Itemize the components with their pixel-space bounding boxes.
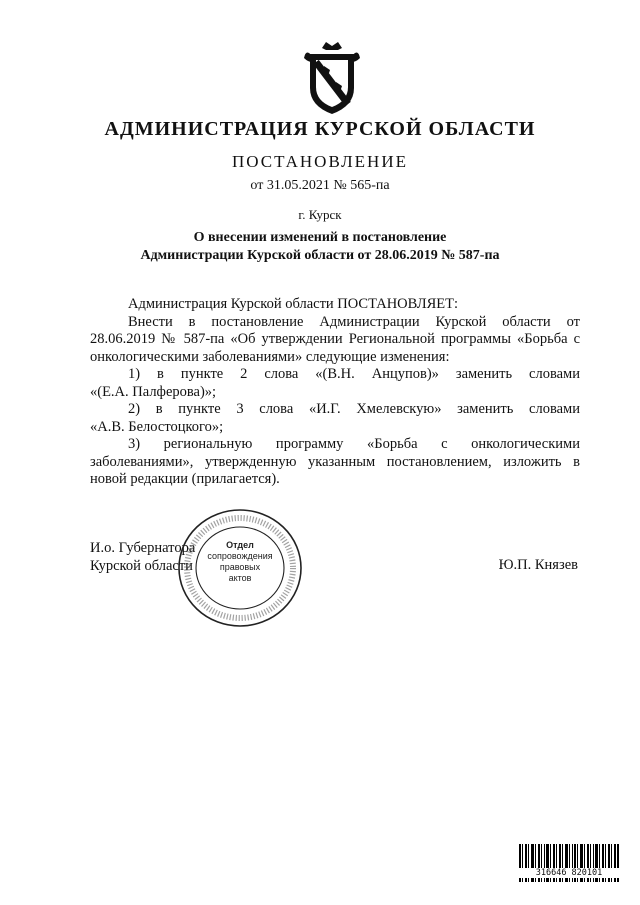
signatory-position-line: Курской области: [90, 558, 193, 574]
city: г. Курск: [298, 207, 342, 222]
subject-line: Администрации Курской области от 28.06.2019 № 587-па: [140, 248, 500, 263]
list-item: 3) региональную программу «Борьба с онкологическими: [128, 436, 580, 452]
list-item: новой редакции (прилагается).: [90, 471, 280, 487]
stamp-text: правовых: [219, 562, 261, 572]
document-number: от 31.05.2021 № 565-па: [250, 178, 390, 193]
organization-title: АДМИНИСТРАЦИЯ КУРСКОЙ ОБЛАСТИ: [104, 118, 536, 140]
stamp-text: сопровождения: [207, 551, 273, 561]
stamp-text: актов: [228, 573, 252, 583]
barcode-number: 316646 820101: [519, 868, 619, 878]
list-item: «А.В. Белостоцкого»;: [90, 418, 224, 435]
list-item: 2) в пункте 3 слова «И.Г. Хмелевскую» заменить словами: [128, 401, 580, 417]
stamp-text: Отдел: [226, 540, 254, 550]
intro-paragraph: Администрация Курской области ПОСТАНОВЛЯЕТ:: [128, 296, 459, 312]
paragraph-line: Внести в постановление Администрации Курской области от: [128, 313, 580, 330]
signatory-name: Ю.П. Князев: [498, 557, 578, 573]
document-body: [90, 296, 580, 489]
paragraph-line: 28.06.2019 № 587-па «Об утверждении Региональной программы «Борьба с: [90, 331, 580, 347]
list-item: заболеваниями», утвержденную указанным постановлением, изложить в: [90, 453, 580, 470]
list-item: «(Е.А. Палферова)»;: [90, 383, 217, 400]
document-type: ПОСТАНОВЛЕНИЕ: [231, 152, 408, 171]
coat-of-arms-icon: [302, 40, 362, 116]
signatory-position-line: И.о. Губернатора: [90, 540, 196, 556]
list-item: 1) в пункте 2 слова «(В.Н. Анцупов)» заменить словами: [128, 366, 580, 382]
paragraph-line: онкологическими заболеваниями» следующие изменения:: [90, 348, 450, 365]
subject-line: О внесении изменений в постановление: [193, 230, 447, 245]
